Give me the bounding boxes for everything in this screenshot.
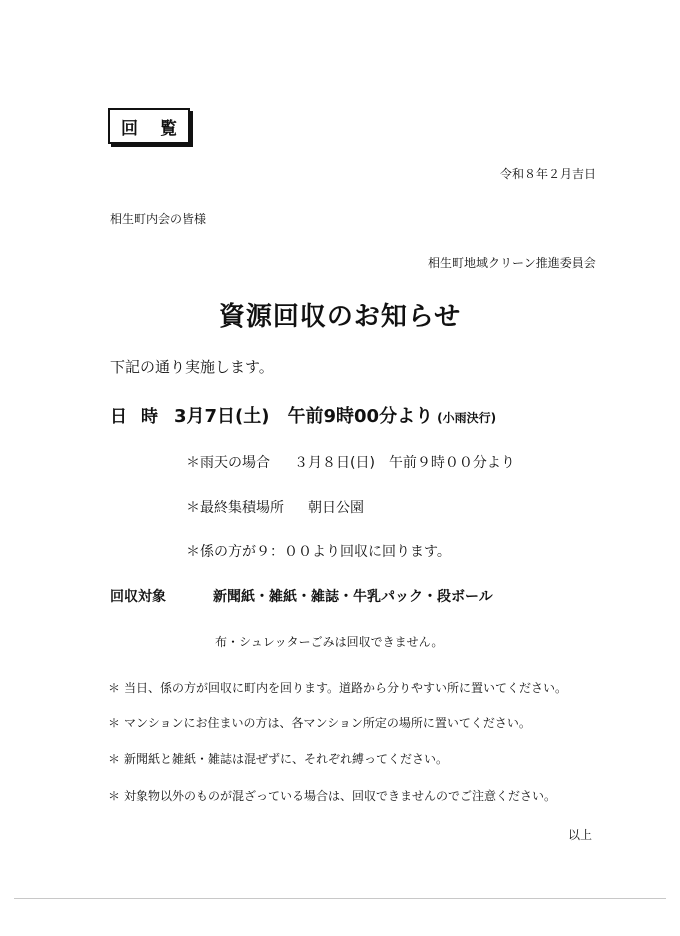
schedule-label: 日時 — [110, 407, 172, 427]
note-mark: ＊ — [108, 681, 121, 695]
schedule-note: (小雨決行) — [437, 411, 497, 425]
note-item — [108, 679, 567, 696]
rain-value: ３月８日(日) 午前９時００分より — [294, 455, 515, 471]
place-label: ＊最終集積場所 — [186, 500, 284, 516]
target-items: 新聞紙・雑紙・雑誌・牛乳パック・段ボール — [213, 589, 493, 605]
note-text: 当日、係の方が回収に町内を回ります。道路から分りやすい所に置いてください。 — [124, 681, 568, 695]
note-text: 新聞紙と雑紙・雑誌は混ぜずに、それぞれ縛ってください。 — [124, 752, 449, 766]
staff-line: ＊係の方が９：００より回収に回ります。 — [186, 544, 451, 560]
place-value: 朝日公園 — [308, 500, 364, 516]
kairan-char-1: 回 — [121, 118, 138, 139]
intro-text: 下記の通り実施します。 — [110, 358, 274, 376]
schedule-value: 3月7日(土) 午前9時00分より — [174, 406, 434, 427]
note-item — [108, 750, 448, 767]
note-mark: ＊ — [108, 752, 121, 766]
page-title: 資源回収のお知らせ — [218, 302, 462, 332]
note-mark: ＊ — [108, 716, 121, 730]
note-text: マンションにお住まいの方は、各マンション所定の場所に置いてください。 — [124, 716, 531, 730]
target-label: 回収対象 — [110, 589, 166, 605]
note-item — [108, 787, 556, 804]
sender: 相生町地域クリーン推進委員会 — [428, 256, 596, 270]
note-mark: ＊ — [108, 789, 121, 803]
schedule-line — [110, 402, 496, 428]
recipient: 相生町内会の皆様 — [110, 212, 207, 226]
kairan-stamp-box — [108, 108, 190, 144]
rain-line — [186, 452, 515, 472]
closing-text: 以上 — [568, 828, 593, 842]
note-item — [108, 714, 531, 731]
excluded-items: 布・シュレッターごみは回収できません。 — [215, 635, 444, 649]
place-line — [186, 497, 364, 517]
note-text: 対象物以外のものが混ざっている場合は、回収できませんのでご注意ください。 — [124, 789, 557, 803]
issue-date: 令和８年２月吉日 — [500, 167, 597, 181]
kairan-char-2: 覧 — [160, 118, 177, 139]
page-edge-line — [14, 898, 666, 899]
rain-label: ＊雨天の場合 — [186, 455, 270, 471]
